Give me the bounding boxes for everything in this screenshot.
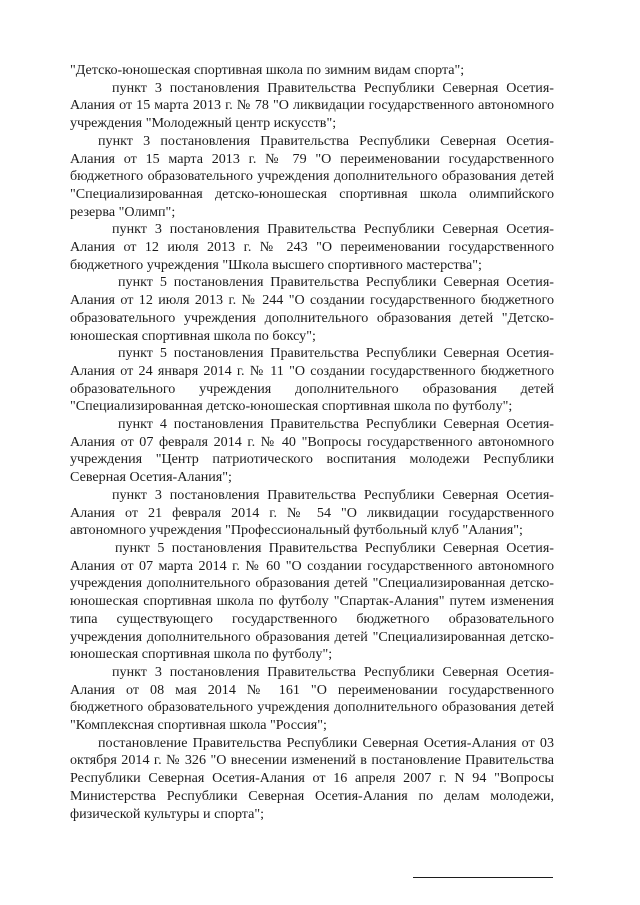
paragraph-item: пункт 3 постановления Правительства Республики Северная Осетия-Алания от 15 марта 2013 г. № 79 "О переименовании государственного бюджетного образовательного учреждения дополнительного образования детей "Специализированная детско-юношеская спортивная школа олимпийского резерва "Олимп"; (70, 132, 554, 220)
paragraph-item: пункт 5 постановления Правительства Республики Северная Осетия-Алания от 07 марта 2014 г. № 60 "О создании государственного автономного учреждения дополнительного образования детей "Специализированная детско-юношеская спортивная школа по футболу "Спартак-Алания" путем изменения типа существующего государственного бюджетного образовательного учреждения дополнительного образования детей "Специализированная детско-юношеская спортивная школа по футболу"; (70, 539, 554, 663)
paragraph-item: пункт 3 постановления Правительства Республики Северная Осетия-Алания от 15 марта 2013 г. № 78 "О ликвидации государственного автономного учреждения "Молодежный центр искусств"; (70, 79, 554, 132)
paragraph-continuation: "Детско-юношеская спортивная школа по зимним видам спорта"; (70, 62, 465, 78)
paragraph-item: постановление Правительства Республики Северная Осетия-Алания от 03 октября 2014 г. № 326 "О внесении изменений в постановление Правительства Республики Северная Осетия-Алания от 16 апреля 2007 г. N 94 "Вопросы Министерства Республики Северная Осетия-Алания по делам молодежи, физической культуры и спорта"; (70, 734, 554, 822)
document-body (70, 62, 554, 823)
paragraph-item: пункт 4 постановления Правительства Республики Северная Осетия-Алания от 07 февраля 2014 г. № 40 "Вопросы государственного автономного учреждения "Центр патриотического воспитания молодежи Республики Северная Осетия-Алания"; (70, 416, 554, 486)
paragraph-item: пункт 3 постановления Правительства Республики Северная Осетия-Алания от 21 февраля 2014 г. № 54 "О ликвидации государственного автономного учреждения "Профессиональный футбольный клуб "Алания"; (70, 486, 554, 539)
paragraph-item: пункт 5 постановления Правительства Республики Северная Осетия-Алания от 12 июля 2013 г. № 244 "О создании государственного бюджетного образовательного учреждения дополнительного образования детей "Детско-юношеская спортивная школа по боксу"; (70, 274, 554, 344)
paragraph-item: пункт 3 постановления Правительства Республики Северная Осетия-Алания от 12 июля 2013 г. № 243 "О переименовании государственного бюджетного учреждения "Школа высшего спортивного мастерства"; (70, 221, 554, 273)
paragraph-item: пункт 3 постановления Правительства Республики Северная Осетия-Алания от 08 мая 2014 № 161 "О переименовании государственного бюджетного образовательного учреждения дополнительного образования детей "Комплексная спортивная школа "Россия"; (70, 663, 554, 734)
paragraph-item: пункт 5 постановления Правительства Республики Северная Осетия-Алания от 24 января 2014 г. № 11 "О создании государственного бюджетного образовательного учреждения дополнительного образования детей "Специализированная детско-юношеская спортивная школа по футболу"; (70, 345, 554, 415)
footer-rule (413, 877, 553, 878)
